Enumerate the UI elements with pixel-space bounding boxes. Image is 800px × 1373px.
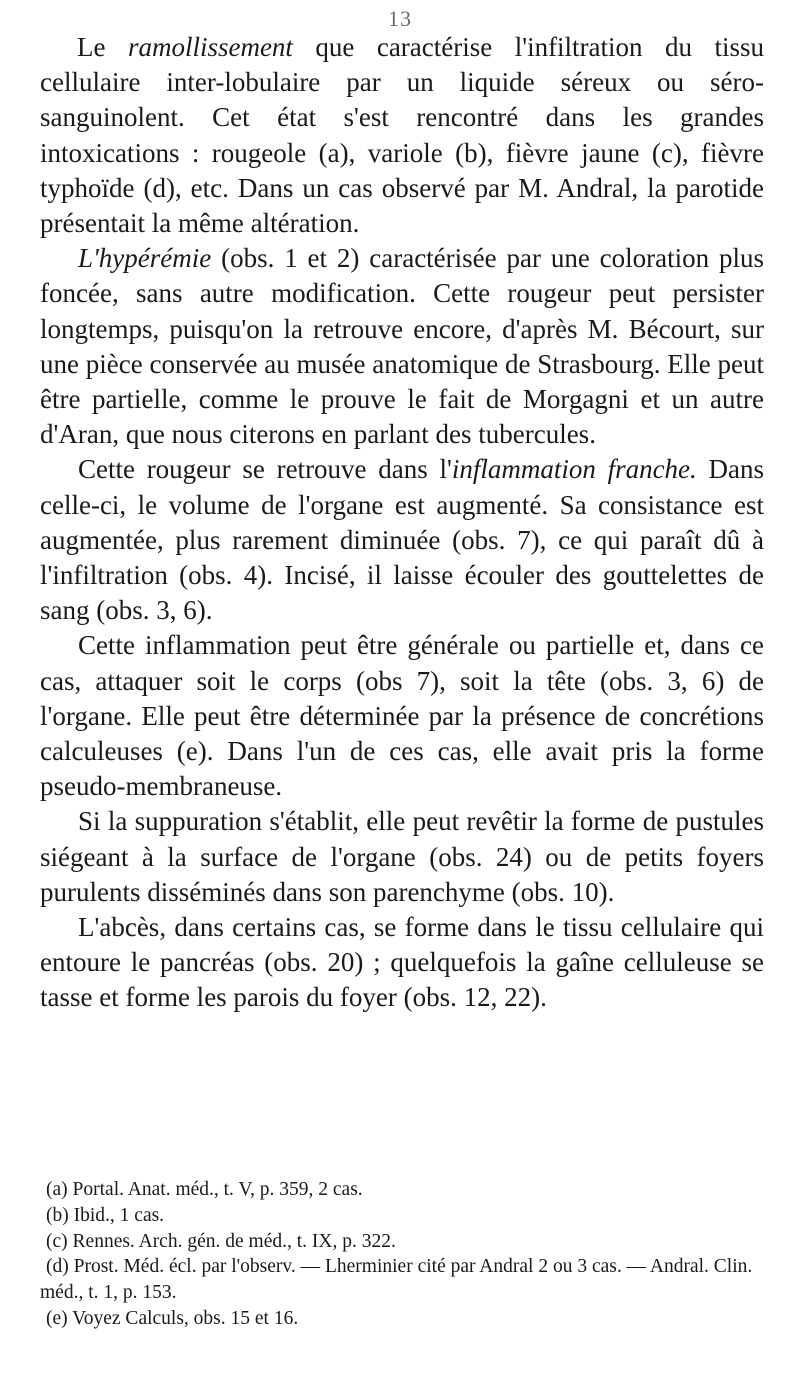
footnote-text: Prost. Méd. écl. par l'observ. — Lherminier cité par Andral 2 ou 3 cas. — Andral. Clin. méd., t. 1, p. 153. [40, 1256, 753, 1304]
text-segment: (obs. 1 et 2) caractérisée par une coloration plus foncée, sans autre modification. Cette rougeur peut persister longtemps, puisqu'on la retrouve encore, d'après M. Bécourt, sur une pièce conservée au musée anatomique de Strasbourg. Elle peut être partielle, comme le prouve le fait de Morgagni et un autre d'Aran, que nous citerons en parlant des tubercules. [40, 243, 764, 450]
footnote-text: Voyez Calculs, obs. 15 et 16. [67, 1307, 299, 1329]
footnote-marker: (e) [46, 1307, 68, 1329]
footnote-d [40, 1254, 764, 1306]
paragraph-suppuration [40, 804, 764, 910]
footnotes [40, 1177, 764, 1332]
term-hyperemie: L'hypérémie [78, 243, 212, 274]
page-number: 13 [388, 6, 412, 31]
body-text [40, 30, 764, 1016]
text-segment: Cette inflammation peut être générale ou partielle et, dans ce cas, attaquer soit le corps (obs 7), soit la tête (obs. 3, 6) de l'organe. Elle peut être déterminée par la présence de concrétions calculeuses (e). Dans l'un de ces cas, elle avait pris la forme pseudo-membraneuse. [40, 630, 764, 802]
footnote-text: Rennes. Arch. gén. de méd., t. IX, p. 322. [67, 1230, 396, 1252]
text-segment: L'abcès, dans certains cas, se forme dans le tissu cellulaire qui entoure le pancréas (obs. 20) ; quelquefois la gaîne celluleuse se tasse et forme les parois du foyer (obs. 12, 22). [40, 912, 764, 1013]
footnote-text: Ibid., 1 cas. [68, 1204, 165, 1226]
paragraph-ramollissement [40, 30, 764, 241]
footnote-marker: (b) [46, 1204, 69, 1226]
paragraph-inflammation-franche [40, 452, 764, 628]
text-segment: Cette rougeur se retrouve dans l' [78, 454, 452, 485]
footnote-text: Portal. Anat. méd., t. V, p. 359, 2 cas. [67, 1179, 363, 1200]
footnote-marker: (d) [46, 1256, 69, 1278]
footnote-b [40, 1203, 764, 1229]
footnote-c [40, 1229, 764, 1255]
paragraph-hyperemie [40, 241, 764, 452]
text-segment: que caractérise l'infiltration du tissu cellulaire inter-lobulaire par un liquide séreux ou séro-sanguinolent. Cet état s'est rencontré dans les grandes intoxications : rougeole (a), variole (b), fièvre jaune (c), fièvre typhoïde (d), etc. Dans un cas observé par M. Andral, la parotide présentait la même altération. [40, 32, 764, 239]
term-ramollissement: ramollissement [127, 32, 293, 62]
text-segment: Si la suppuration s'établit, elle peut revêtir la forme de pustules siégeant à la surface de l'organe (obs. 24) ou de petits foyers purulents disséminés dans son parenchyme (obs. 10). [40, 806, 764, 907]
footnote-marker: (c) [46, 1230, 68, 1252]
footnote-marker: (a) [46, 1179, 68, 1200]
footnote-a [40, 1177, 764, 1203]
paragraph-inflammation-partielle [40, 628, 764, 804]
text-segment: Le [77, 32, 128, 62]
footnote-e [40, 1306, 764, 1332]
text-segment: Dans celle-ci, le volume de l'organe est augmenté. Sa consistance est augmentée, plus rarement diminuée (obs. 7), ce qui paraît dû à l'infiltration (obs. 4). Incisé, il laisse écouler des gouttelettes de sang (obs. 3, 6). [40, 454, 765, 626]
paragraph-abces [40, 910, 764, 1016]
term-inflammation-franche: inflammation franche. [451, 454, 697, 485]
